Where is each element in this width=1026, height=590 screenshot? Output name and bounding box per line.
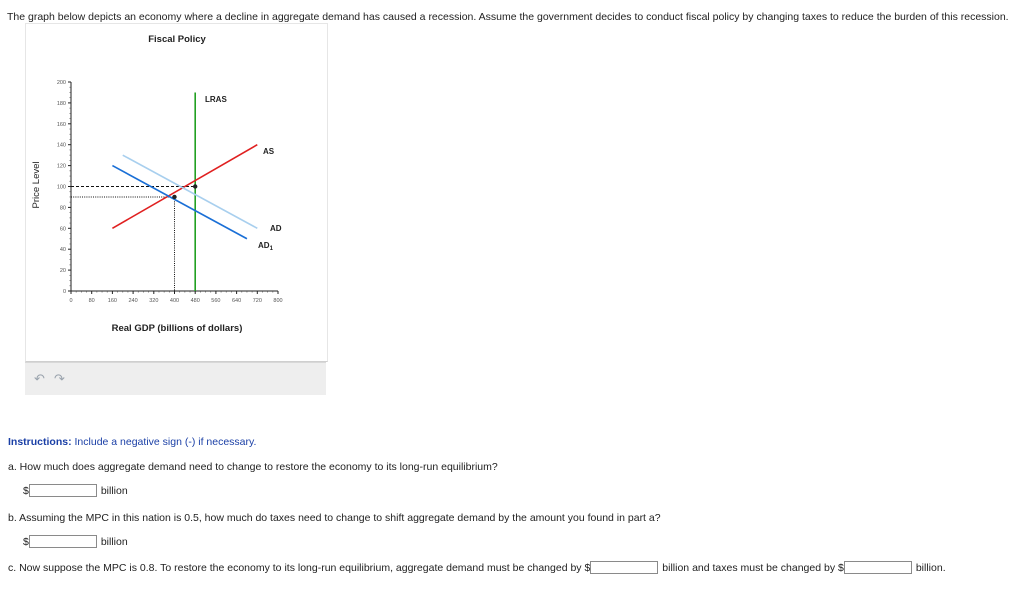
chart-title: Fiscal Policy <box>148 34 206 45</box>
x-tick-label: 640 <box>232 298 242 304</box>
instructions-label: Instructions: <box>8 436 72 448</box>
ad-label: AD <box>270 224 282 233</box>
x-tick-label: 320 <box>149 298 159 304</box>
instructions <box>8 436 256 448</box>
equilibrium-point[interactable] <box>172 195 176 199</box>
x-tick-label: 480 <box>190 298 200 304</box>
x-tick-label: 400 <box>169 298 180 304</box>
as-label: AS <box>263 147 275 156</box>
question-a: a. How much does aggregate demand need to change to restore the economy to its long-run equilibrium? <box>8 461 498 473</box>
answer-a-row <box>23 484 128 497</box>
redo-icon[interactable]: ↷ <box>54 371 65 386</box>
question-c-text1: c. Now suppose the MPC is 0.8. To restore the economy to its long-run equilibrium, aggregate demand must be changed by $ <box>8 561 591 574</box>
answer-c-ad-input[interactable] <box>590 561 658 574</box>
question-c-text3: billion. <box>915 561 946 574</box>
y-tick-label: 160 <box>56 121 66 128</box>
graph-panel[interactable] <box>25 23 328 362</box>
question-b: b. Assuming the MPC in this nation is 0.5, how much do taxes need to change to shift aggregate demand by the amount you found in part a? <box>8 512 661 524</box>
answer-c-tax-input[interactable] <box>844 561 912 574</box>
equilibrium-point[interactable] <box>193 184 197 188</box>
undo-icon[interactable]: ↶ <box>34 371 45 386</box>
x-tick-label: 0 <box>69 298 73 304</box>
answer-b-prefix: $ <box>23 535 29 548</box>
intro-text: The graph below depicts an economy where a decline in aggregate demand has caused a recession. Assume the government decides to conduct fiscal policy by changing taxes to reduce the burden of this recession. <box>7 11 1009 23</box>
x-tick-label: 800 <box>273 298 283 304</box>
answer-b-input[interactable] <box>29 535 97 548</box>
graph-toolbar <box>25 362 326 395</box>
question-c-text2: billion and taxes must be changed by $ <box>662 561 844 574</box>
answer-b-unit: billion <box>100 535 128 548</box>
answer-a-unit: billion <box>100 484 128 497</box>
x-axis-label: Real GDP (billions of dollars) <box>111 323 243 334</box>
curve-ad1[interactable] <box>112 166 247 239</box>
fiscal-policy-chart[interactable] <box>26 24 327 361</box>
ad1-label-sub: 1 <box>269 246 273 252</box>
y-tick-label: 140 <box>56 142 66 149</box>
answer-b-row <box>23 535 128 548</box>
y-tick-label: 100 <box>56 184 66 191</box>
y-tick-label: 0 <box>62 289 66 295</box>
y-tick-label: 120 <box>56 163 66 170</box>
answer-a-input[interactable] <box>29 484 97 497</box>
x-tick-label: 80 <box>88 298 95 304</box>
y-tick-label: 40 <box>59 247 66 254</box>
y-tick-label: 180 <box>56 100 66 107</box>
y-tick-label: 60 <box>59 226 66 233</box>
x-tick-label: 160 <box>107 298 117 304</box>
y-tick-label: 80 <box>59 205 66 212</box>
x-tick-label: 720 <box>252 298 262 304</box>
question-c <box>8 561 946 574</box>
y-tick-label: 200 <box>56 80 66 86</box>
ad1-label-main: AD <box>258 241 270 250</box>
x-tick-label: 560 <box>211 298 221 304</box>
answer-a-prefix: $ <box>23 484 29 497</box>
curve-ad[interactable] <box>123 155 258 228</box>
lras-label: LRAS <box>205 95 227 104</box>
instructions-text: Include a negative sign (-) if necessary. <box>71 436 257 448</box>
y-axis-label: Price Level <box>31 161 42 209</box>
ad1-label <box>258 241 274 252</box>
x-tick-label: 240 <box>128 298 138 304</box>
y-tick-label: 20 <box>59 268 66 275</box>
